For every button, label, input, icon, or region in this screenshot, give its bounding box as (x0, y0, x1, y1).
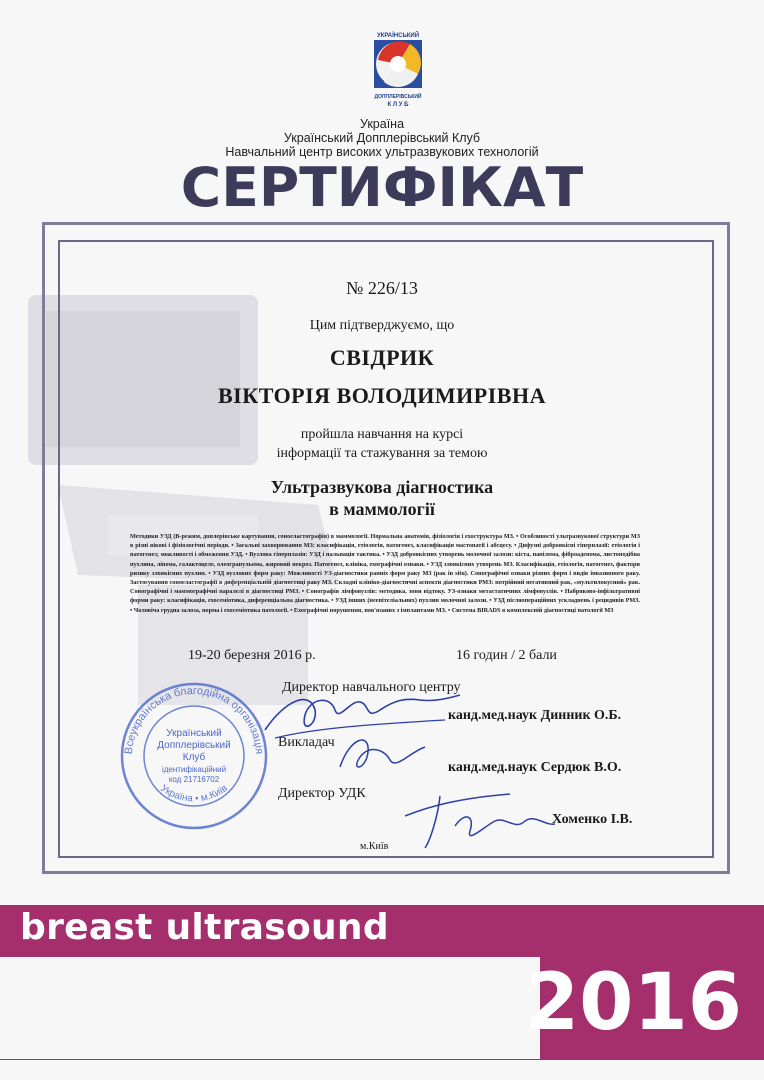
stamp-line-4: ідентифікаційний (161, 765, 227, 774)
stamp-outer-text: Всеукраїнська благодійна організація (122, 684, 266, 755)
course-hours: 16 годин / 2 бали (456, 648, 557, 663)
header-training-center: Навчальний центр високих ультразвукових технологій (225, 145, 539, 159)
course-passed-line-1: пройшла навчання на курсі (300, 427, 464, 442)
role-teacher: Викладач (278, 735, 335, 750)
doppler-club-logo (370, 30, 426, 118)
role-director-udk: Директор УДК (278, 786, 366, 801)
svg-text:Україна • м.Київ (158, 783, 230, 805)
role-director-center: Директор навчального центру (282, 680, 461, 695)
stamp-line-1: Український (166, 728, 222, 739)
city: м.Київ (360, 841, 389, 852)
organization-stamp (118, 680, 270, 832)
stamp-bottom-text: Україна • м.Київ (158, 782, 230, 805)
recipient-surname: СВІДРИК (329, 345, 435, 370)
course-description: Методики УЗД (B-режим, доплерівське картування, соноеластографія) в маммології. Нормальна анатомія, фізіологія і ехоструктура МЗ. • Особливості ультразвукової структури МЗ в різні вікові і фізіологічні періоди. • Загальні захворювання МЗ: класифікація, етіологія, патогенез, класифікація мастопатії і абсцесу. • Дифузні доброякісні гіперплазії: етіологія і патогенез; можливості і обмеження УЗД. • Вузлова гіперплазія: УЗД і пальпація тактика. • УЗД доброякісних утворень молочної залози: кіста, папілома, фіброаденома, листоподібна пухлина, ліпома, галактоцеле, олеогранульома, жировий некроз. Патогенез, клініка, ехографічні ознаки. • УЗД злоякісних утворень МЗ. Класифікація, етіологія, патогенез, фактори ризику злоякісних пухлин. • УЗД вузлових форм раку: Можливості УЗ-діагностики ранніх форм раку МЗ (рак in situ). Сонографічні ознаки різних форм і видів інвазивного раку. Застосування соноеластографії в диференціальній діагностиці раку МЗ. Складні клініко-діагностичні аспекти діагностики РМЗ: потрійний негативний рак, «мультилокусний» рак. Сонографічні і маммографічні паралелі в діагностиці РМЗ. • Сонографія лімфовузлів: методика, зони відтоку. УЗ-ознаки метастатичних лімфовузлів. • Набряково-інфільтративні форми раку: класифікація, ехосеміотика, диференціальна діагностика. • УЗД інших (неепітеліальних) пухлин молочної залози. • УЗД післяопераційних ускладнень і рецидивів РМЗ. • Чоловіча грудна залоза, норма і ехосеміотика патології. • Ехографічні порушення, пов'язаних з імплантами МЗ. • Система BIRADS в комплексній діагностиці патології МЗ (130, 533, 640, 614)
header-country: Україна (359, 117, 405, 131)
logo-bottom-text-2: К Л У Б (387, 102, 409, 108)
stamp-line-2: Допплерівський (157, 740, 231, 751)
banner-label: breast ultrasound (20, 907, 389, 948)
certificate-number: № 226/13 (346, 278, 418, 298)
logo-bottom-text-1: ДОППЛЕРІВСЬКИЙ (374, 94, 422, 100)
name-director-center: канд.мед.наук Динник О.Б. (448, 708, 622, 723)
logo-top-text: УКРАЇНСЬКИЙ (376, 33, 420, 39)
course-topic-line-1: Ультразвукова діагностика (270, 477, 494, 497)
course-dates: 19-20 березня 2016 р. (188, 648, 316, 663)
bottom-banner-light-area (0, 957, 540, 1059)
name-director-udk: Хоменко І.В. (552, 812, 633, 827)
stamp-line-5: код 21716702 (168, 775, 220, 784)
course-passed-line-2: інформації та стажування за темою (276, 446, 488, 461)
course-topic-line-2: в маммології (329, 499, 435, 519)
header-organization: Український Допплерівський Клуб (283, 131, 481, 145)
stamp-line-3: Клуб (182, 752, 206, 763)
recipient-given-names: ВІКТОРІЯ ВОЛОДИМИРІВНА (218, 383, 546, 408)
confirm-text: Цим підтверджуємо, що (309, 318, 455, 333)
certificate-title: СЕРТИФІКАТ (180, 156, 584, 219)
banner-year: 2016 (524, 958, 742, 1048)
name-teacher: канд.мед.наук Сердюк В.О. (448, 760, 622, 775)
